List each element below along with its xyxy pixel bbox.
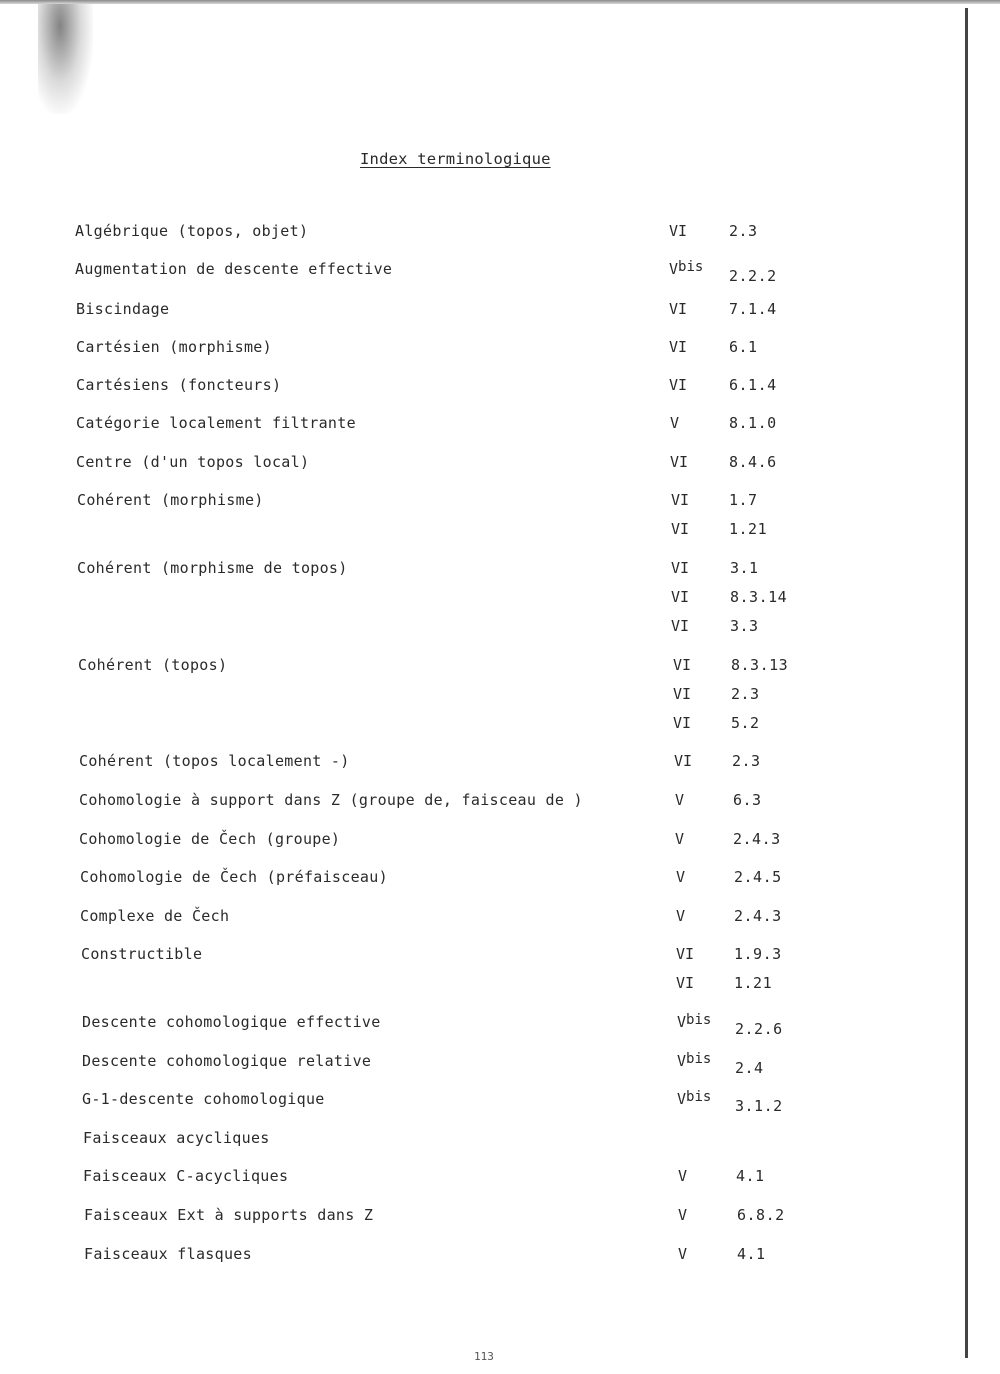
- index-section: 4.1: [737, 1245, 766, 1263]
- volume-number: VI: [674, 752, 693, 770]
- index-term: Catégorie localement filtrante: [76, 414, 356, 432]
- index-volume: [671, 520, 689, 538]
- page-top-edge: [0, 0, 1000, 4]
- index-section: 8.3.14: [730, 588, 788, 606]
- index-section: 6.8.2: [737, 1206, 785, 1224]
- index-volume: [669, 376, 687, 394]
- index-volume: [673, 685, 691, 703]
- index-entry: [0, 1245, 1000, 1267]
- index-volume: [675, 830, 684, 848]
- index-section: 8.3.13: [731, 656, 789, 674]
- index-section: 2.4.3: [734, 907, 782, 925]
- volume-number: VI: [673, 656, 692, 674]
- volume-superscript: bis: [686, 1089, 712, 1105]
- index-section: 5.2: [731, 714, 760, 732]
- index-section: 2.3: [729, 222, 758, 240]
- index-entry: [0, 1167, 1000, 1189]
- volume-superscript: bis: [678, 259, 704, 275]
- index-section: 8.4.6: [729, 453, 777, 471]
- index-volume: [670, 414, 679, 432]
- index-entry: [0, 868, 1000, 890]
- index-section: 1.7: [729, 491, 758, 509]
- volume-number: VI: [669, 222, 688, 240]
- index-section: 6.3: [733, 791, 762, 809]
- index-section: 8.1.0: [729, 414, 777, 432]
- index-entry: [0, 830, 1000, 852]
- index-section: 3.1: [730, 559, 759, 577]
- index-section: 2.4.3: [733, 830, 781, 848]
- index-section: 2.4: [735, 1059, 764, 1077]
- index-term: G-1-descente cohomologique: [82, 1090, 325, 1108]
- page-right-edge: [965, 8, 968, 1358]
- index-volume: [671, 559, 689, 577]
- volume-number: VI: [671, 588, 690, 606]
- index-section: 6.1.4: [729, 376, 777, 394]
- index-entry: [0, 414, 1000, 436]
- index-section: 1.21: [734, 974, 773, 992]
- index-term: Cohérent (topos): [78, 656, 228, 674]
- index-volume: [671, 491, 689, 509]
- index-term: Cohomologie à support dans Z (groupe de, faisceau de ): [79, 791, 583, 809]
- volume-number: VI: [671, 617, 690, 635]
- index-term: Cohérent (morphisme): [77, 491, 264, 509]
- index-term: Constructible: [81, 945, 203, 963]
- index-volume: [678, 1206, 687, 1224]
- index-section: 3.3: [730, 617, 759, 635]
- index-entry: [0, 259, 1000, 285]
- index-entry: [0, 791, 1000, 813]
- index-term: Cartésien (morphisme): [76, 338, 272, 356]
- volume-number: V: [675, 791, 685, 809]
- index-section: 3.1.2: [735, 1097, 783, 1115]
- index-volume: [678, 1245, 687, 1263]
- index-entry: [0, 1206, 1000, 1228]
- index-volume: [676, 907, 685, 925]
- volume-number: VI: [671, 520, 690, 538]
- index-volume: [669, 222, 687, 240]
- index-entry: [0, 752, 1000, 774]
- index-section: 4.1: [736, 1167, 765, 1185]
- index-section: 2.4.5: [734, 868, 782, 886]
- index-volume: [671, 588, 689, 606]
- index-entry: [0, 491, 1000, 538]
- index-entry: [0, 222, 1000, 244]
- volume-number: V: [678, 1206, 688, 1224]
- volume-number: V: [670, 414, 680, 432]
- index-entry: [0, 338, 1000, 360]
- index-term: Descente cohomologique relative: [82, 1052, 372, 1070]
- index-entry: [0, 453, 1000, 475]
- index-term: Biscindage: [76, 300, 170, 318]
- volume-number: VI: [673, 685, 692, 703]
- volume-number: V: [675, 830, 685, 848]
- index-term: Cohérent (morphisme de topos): [77, 559, 348, 577]
- volume-number: VI: [673, 714, 692, 732]
- index-term: Cohérent (topos localement -): [79, 752, 350, 770]
- index-volume: [673, 714, 691, 732]
- index-section: 6.1: [729, 338, 758, 356]
- index-volume: [669, 338, 687, 356]
- index-volume: [669, 260, 703, 278]
- index-term: Faisceaux flasques: [84, 1245, 252, 1263]
- page-number: 113: [474, 1350, 494, 1363]
- index-volume: [674, 752, 692, 770]
- index-term: Cohomologie de Čech (préfaisceau): [80, 868, 388, 886]
- volume-number: V: [676, 868, 686, 886]
- index-section: 2.2.2: [729, 267, 777, 285]
- index-entry: [0, 945, 1000, 992]
- volume-number: V: [678, 1167, 688, 1185]
- index-volume: [673, 656, 691, 674]
- index-entry: [0, 300, 1000, 322]
- index-entry: [0, 1129, 1000, 1151]
- index-volume: [676, 974, 694, 992]
- index-term: Faisceaux acycliques: [83, 1129, 270, 1147]
- index-entry: [0, 907, 1000, 929]
- index-volume: [670, 453, 688, 471]
- index-section: 1.21: [729, 520, 768, 538]
- index-entry: [0, 1089, 1000, 1115]
- index-section: 7.1.4: [729, 300, 777, 318]
- volume-number: V: [677, 1052, 687, 1070]
- index-term: Complexe de Čech: [80, 907, 230, 925]
- volume-number: VI: [669, 376, 688, 394]
- index-section: 2.2.6: [735, 1020, 783, 1038]
- index-volume: [671, 617, 689, 635]
- volume-number: V: [669, 260, 679, 278]
- volume-number: VI: [676, 974, 695, 992]
- index-term: Cohomologie de Čech (groupe): [79, 830, 341, 848]
- index-entry: [0, 1012, 1000, 1038]
- index-section: 1.9.3: [734, 945, 782, 963]
- volume-number: VI: [670, 453, 689, 471]
- volume-number: VI: [676, 945, 695, 963]
- page-title: Index terminologique: [360, 150, 551, 168]
- volume-number: VI: [669, 300, 688, 318]
- index-volume: [675, 791, 684, 809]
- volume-number: V: [678, 1245, 688, 1263]
- volume-number: V: [677, 1013, 687, 1031]
- index-volume: [678, 1167, 687, 1185]
- index-volume: [676, 868, 685, 886]
- index-entry: [0, 376, 1000, 398]
- index-term: Faisceaux C-acycliques: [83, 1167, 289, 1185]
- index-entry: [0, 656, 1000, 732]
- index-volume: [677, 1052, 711, 1070]
- index-volume: [677, 1090, 711, 1108]
- index-term: Descente cohomologique effective: [82, 1013, 381, 1031]
- volume-number: VI: [671, 491, 690, 509]
- index-term: Centre (d'un topos local): [76, 453, 310, 471]
- index-entry: [0, 559, 1000, 635]
- volume-number: VI: [669, 338, 688, 356]
- index-entry: [0, 1051, 1000, 1077]
- index-volume: [676, 945, 694, 963]
- volume-number: V: [676, 907, 686, 925]
- volume-number: VI: [671, 559, 690, 577]
- index-volume: [677, 1013, 711, 1031]
- index-term: Augmentation de descente effective: [75, 260, 393, 278]
- index-term: Cartésiens (foncteurs): [76, 376, 282, 394]
- scan-corner-mark: [38, 4, 93, 114]
- index-term: Algébrique (topos, objet): [75, 222, 309, 240]
- volume-number: V: [677, 1090, 687, 1108]
- index-section: 2.3: [732, 752, 761, 770]
- volume-superscript: bis: [686, 1051, 712, 1067]
- volume-superscript: bis: [686, 1012, 712, 1028]
- index-volume: [669, 300, 687, 318]
- index-section: 2.3: [731, 685, 760, 703]
- index-term: Faisceaux Ext à supports dans Z: [84, 1206, 374, 1224]
